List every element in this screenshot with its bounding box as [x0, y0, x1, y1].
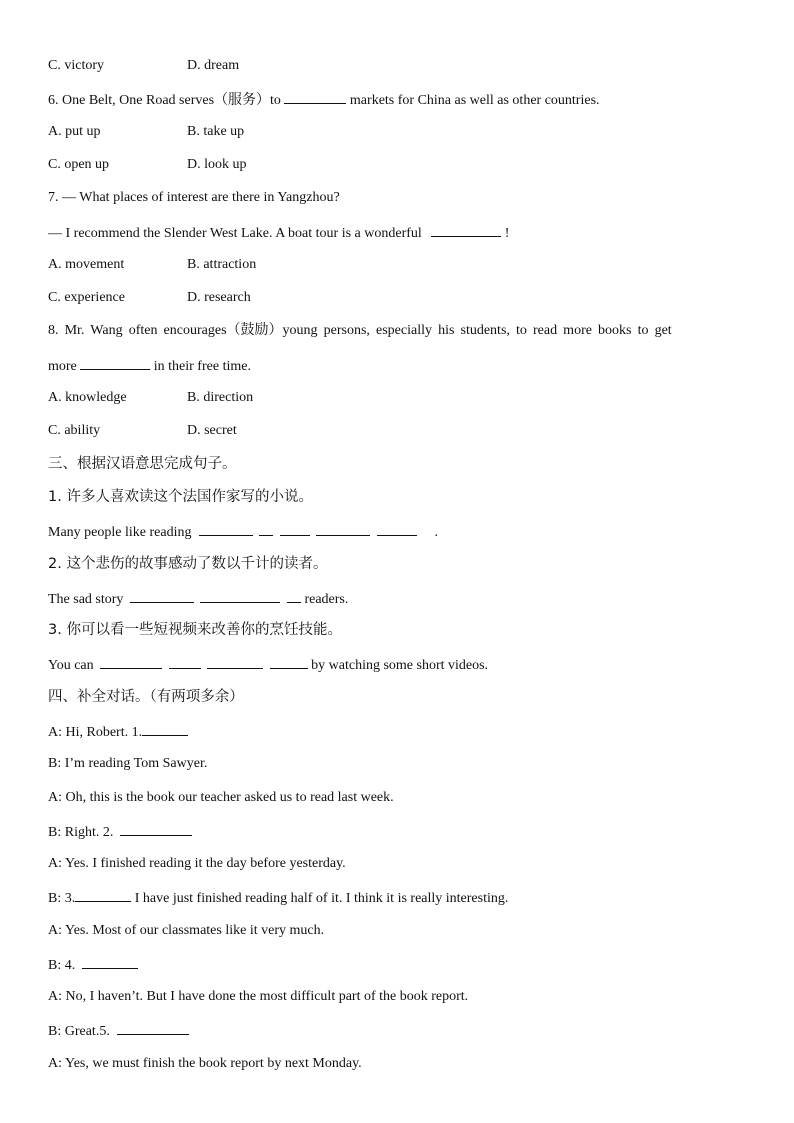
option-d: D. dream	[187, 58, 240, 73]
answer-blank[interactable]	[120, 822, 192, 836]
answer-blank[interactable]	[287, 589, 301, 603]
dialogue-text: B: 4.	[48, 958, 76, 973]
sentence-2-english-after: readers.	[304, 592, 349, 607]
dialogue-line	[48, 822, 192, 842]
dialogue-line: B: I’m reading Tom Sawyer.	[48, 756, 208, 771]
option-b: B. take up	[187, 124, 245, 139]
answer-blank[interactable]	[259, 522, 273, 536]
answer-blank[interactable]	[80, 356, 150, 370]
answer-blank[interactable]	[117, 1021, 189, 1035]
dialogue-line	[48, 722, 188, 742]
question-6-stem-before: 6. One Belt, One Road serves（服务）to	[48, 93, 281, 108]
question-7-line-1: 7. — What places of interest are there in Yangzhou?	[48, 190, 340, 205]
dialogue-line: A: Yes. I finished reading it the day before yesterday.	[48, 856, 346, 871]
sentence-3-english	[48, 655, 488, 675]
question-8-line-2-after: in their free time.	[153, 359, 251, 374]
answer-blank[interactable]	[100, 655, 162, 669]
sentence-3-english-before: You can	[48, 658, 94, 673]
answer-blank[interactable]	[284, 90, 346, 104]
dialogue-text: B: Right. 2.	[48, 825, 114, 840]
answer-blank[interactable]	[82, 955, 138, 969]
dialogue-line	[48, 1021, 189, 1041]
answer-blank[interactable]	[270, 655, 308, 669]
option-c: C. open up	[48, 157, 110, 172]
answer-blank[interactable]	[377, 522, 417, 536]
answer-blank[interactable]	[130, 589, 194, 603]
dialogue-line: A: Oh, this is the book our teacher asked us to read last week.	[48, 790, 394, 805]
section-3-heading: 三、根据汉语意思完成句子。	[48, 456, 237, 472]
sentence-1-chinese: 1. 许多人喜欢读这个法国作家写的小说。	[48, 489, 313, 505]
option-c: C. experience	[48, 290, 125, 305]
dialogue-text: B: Great.5.	[48, 1024, 110, 1039]
answer-blank[interactable]	[280, 522, 310, 536]
option-c: C. ability	[48, 423, 101, 438]
answer-blank[interactable]	[200, 589, 280, 603]
option-b: B. direction	[187, 390, 254, 405]
sentence-3-english-after: by watching some short videos.	[311, 658, 489, 673]
question-6-stem	[48, 90, 600, 110]
dialogue-text: B: 3.	[48, 891, 76, 906]
sentence-1-english-after: .	[434, 525, 438, 540]
dialogue-line	[48, 888, 508, 908]
option-a: A. put up	[48, 124, 101, 139]
question-8-line-2-before: more	[48, 359, 77, 374]
dialogue-line: A: Yes, we must finish the book report by next Monday.	[48, 1056, 362, 1071]
option-c: C. victory	[48, 58, 104, 73]
option-d: D. secret	[187, 423, 237, 438]
answer-blank[interactable]	[142, 722, 188, 736]
dialogue-line: A: Yes. Most of our classmates like it very much.	[48, 923, 325, 938]
answer-blank[interactable]	[207, 655, 263, 669]
answer-blank[interactable]	[431, 223, 501, 237]
question-7-line-2-before: — I recommend the Slender West Lake. A boat tour is a wonderful	[48, 226, 422, 241]
question-6-stem-after: markets for China as well as other countries.	[349, 93, 600, 108]
answer-blank[interactable]	[316, 522, 370, 536]
section-4-heading: 四、补全对话。（有两项多余）	[48, 689, 244, 705]
sentence-2-chinese: 2. 这个悲伤的故事感动了数以千计的读者。	[48, 556, 328, 572]
dialogue-text: I have just finished reading half of it. I think it is really interesting.	[134, 891, 509, 906]
dialogue-text: A: Hi, Robert. 1.	[48, 725, 143, 740]
answer-blank[interactable]	[75, 888, 131, 902]
sentence-1-english	[48, 522, 438, 542]
answer-blank[interactable]	[169, 655, 201, 669]
sentence-1-english-before: Many people like reading	[48, 525, 192, 540]
sentence-3-chinese: 3. 你可以看一些短视频来改善你的烹饪技能。	[48, 622, 342, 638]
question-8-line-2	[48, 356, 251, 376]
question-7-line-2	[48, 223, 509, 243]
sentence-2-english	[48, 589, 348, 609]
sentence-2-english-before: The sad story	[48, 592, 124, 607]
option-a: A. movement	[48, 257, 125, 272]
dialogue-line	[48, 955, 138, 975]
option-b: B. attraction	[187, 257, 257, 272]
answer-blank[interactable]	[199, 522, 253, 536]
option-a: A. knowledge	[48, 390, 127, 405]
option-d: D. look up	[187, 157, 247, 172]
question-7-line-2-after: !	[504, 226, 510, 241]
question-8-line-1: 8. Mr. Wang often encourages（鼓励）young persons, especially his students, to read more books to get	[48, 323, 672, 338]
dialogue-line: A: No, I haven’t. But I have done the most difficult part of the book report.	[48, 989, 469, 1004]
option-d: D. research	[187, 290, 251, 305]
